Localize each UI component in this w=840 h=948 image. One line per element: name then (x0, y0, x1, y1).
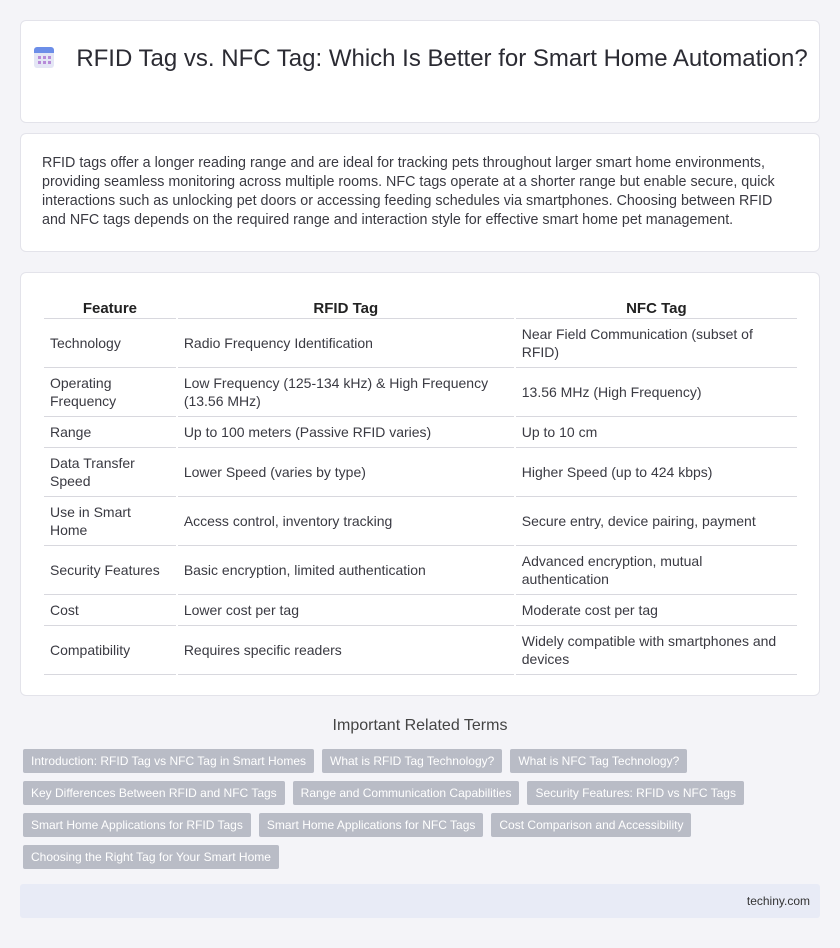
table-cell: Use in Smart Home (44, 497, 176, 546)
table-cell: Widely compatible with smartphones and devices (516, 626, 797, 675)
related-term-link[interactable]: Smart Home Applications for RFID Tags (23, 813, 251, 837)
table-row (44, 319, 797, 368)
comparison-table (42, 293, 799, 675)
title-card (20, 20, 820, 123)
table-cell: Radio Frequency Identification (178, 319, 514, 368)
related-term-link[interactable]: Key Differences Between RFID and NFC Tags (23, 781, 285, 805)
table-cell: Data Transfer Speed (44, 448, 176, 497)
table-header-row (44, 293, 797, 319)
related-term-link[interactable]: Choosing the Right Tag for Your Smart Home (23, 845, 279, 869)
table-row (44, 448, 797, 497)
related-term-link[interactable]: What is RFID Tag Technology? (322, 749, 502, 773)
table-cell: Technology (44, 319, 176, 368)
table-cell: Low Frequency (125-134 kHz) & High Frequency (13.56 MHz) (178, 368, 514, 417)
table-cell: Up to 100 meters (Passive RFID varies) (178, 417, 514, 448)
table-row (44, 626, 797, 675)
table-cell: Up to 10 cm (516, 417, 797, 448)
table-cell: Lower Speed (varies by type) (178, 448, 514, 497)
table-cell: Range (44, 417, 176, 448)
table-cell: Compatibility (44, 626, 176, 675)
table-cell: Cost (44, 595, 176, 626)
table-cell: 13.56 MHz (High Frequency) (516, 368, 797, 417)
related-term-link[interactable]: What is NFC Tag Technology? (510, 749, 687, 773)
table-cell: Basic encryption, limited authentication (178, 546, 514, 595)
table-row (44, 497, 797, 546)
related-terms-heading: Important Related Terms (332, 717, 508, 734)
table-cell: Operating Frequency (44, 368, 176, 417)
intro-paragraph: RFID tags offer a longer reading range and are ideal for tracking pets throughout larger smart home environments, providing seamless monitoring across multiple rooms. NFC tags operate at a shorter range but enable secure, quick interactions such as unlocking pet doors or accessing feeding schedules via smartphones. Choosing between RFID and NFC tags depends on the required range and interaction style for effective smart home pet management. (42, 155, 775, 228)
column-header: RFID Tag (178, 293, 514, 319)
calendar-icon (32, 45, 56, 69)
column-header: Feature (44, 293, 176, 319)
footer (20, 884, 820, 918)
table-cell: Advanced encryption, mutual authentication (516, 546, 797, 595)
page-title: RFID Tag vs. NFC Tag: Which Is Better for Smart Home Automation? (76, 45, 808, 72)
column-header: NFC Tag (516, 293, 797, 319)
related-term-link[interactable]: Security Features: RFID vs NFC Tags (527, 781, 744, 805)
related-terms-list (23, 749, 823, 877)
table-cell: Requires specific readers (178, 626, 514, 675)
page-title-wrap (21, 44, 819, 73)
table-cell: Secure entry, device pairing, payment (516, 497, 797, 546)
comparison-card (20, 272, 820, 696)
table-cell: Near Field Communication (subset of RFID) (516, 319, 797, 368)
related-term-link[interactable]: Smart Home Applications for NFC Tags (259, 813, 484, 837)
table-row (44, 368, 797, 417)
intro-card (20, 133, 820, 252)
related-term-link[interactable]: Introduction: RFID Tag vs NFC Tag in Smart Homes (23, 749, 314, 773)
related-term-link[interactable]: Cost Comparison and Accessibility (491, 813, 691, 837)
table-row (44, 417, 797, 448)
table-row (44, 546, 797, 595)
related-term-link[interactable]: Range and Communication Capabilities (293, 781, 520, 805)
table-row (44, 595, 797, 626)
table-cell: Lower cost per tag (178, 595, 514, 626)
table-cell: Security Features (44, 546, 176, 595)
table-cell: Higher Speed (up to 424 kbps) (516, 448, 797, 497)
table-cell: Moderate cost per tag (516, 595, 797, 626)
footer-brand: techiny.com (746, 894, 810, 908)
table-cell: Access control, inventory tracking (178, 497, 514, 546)
